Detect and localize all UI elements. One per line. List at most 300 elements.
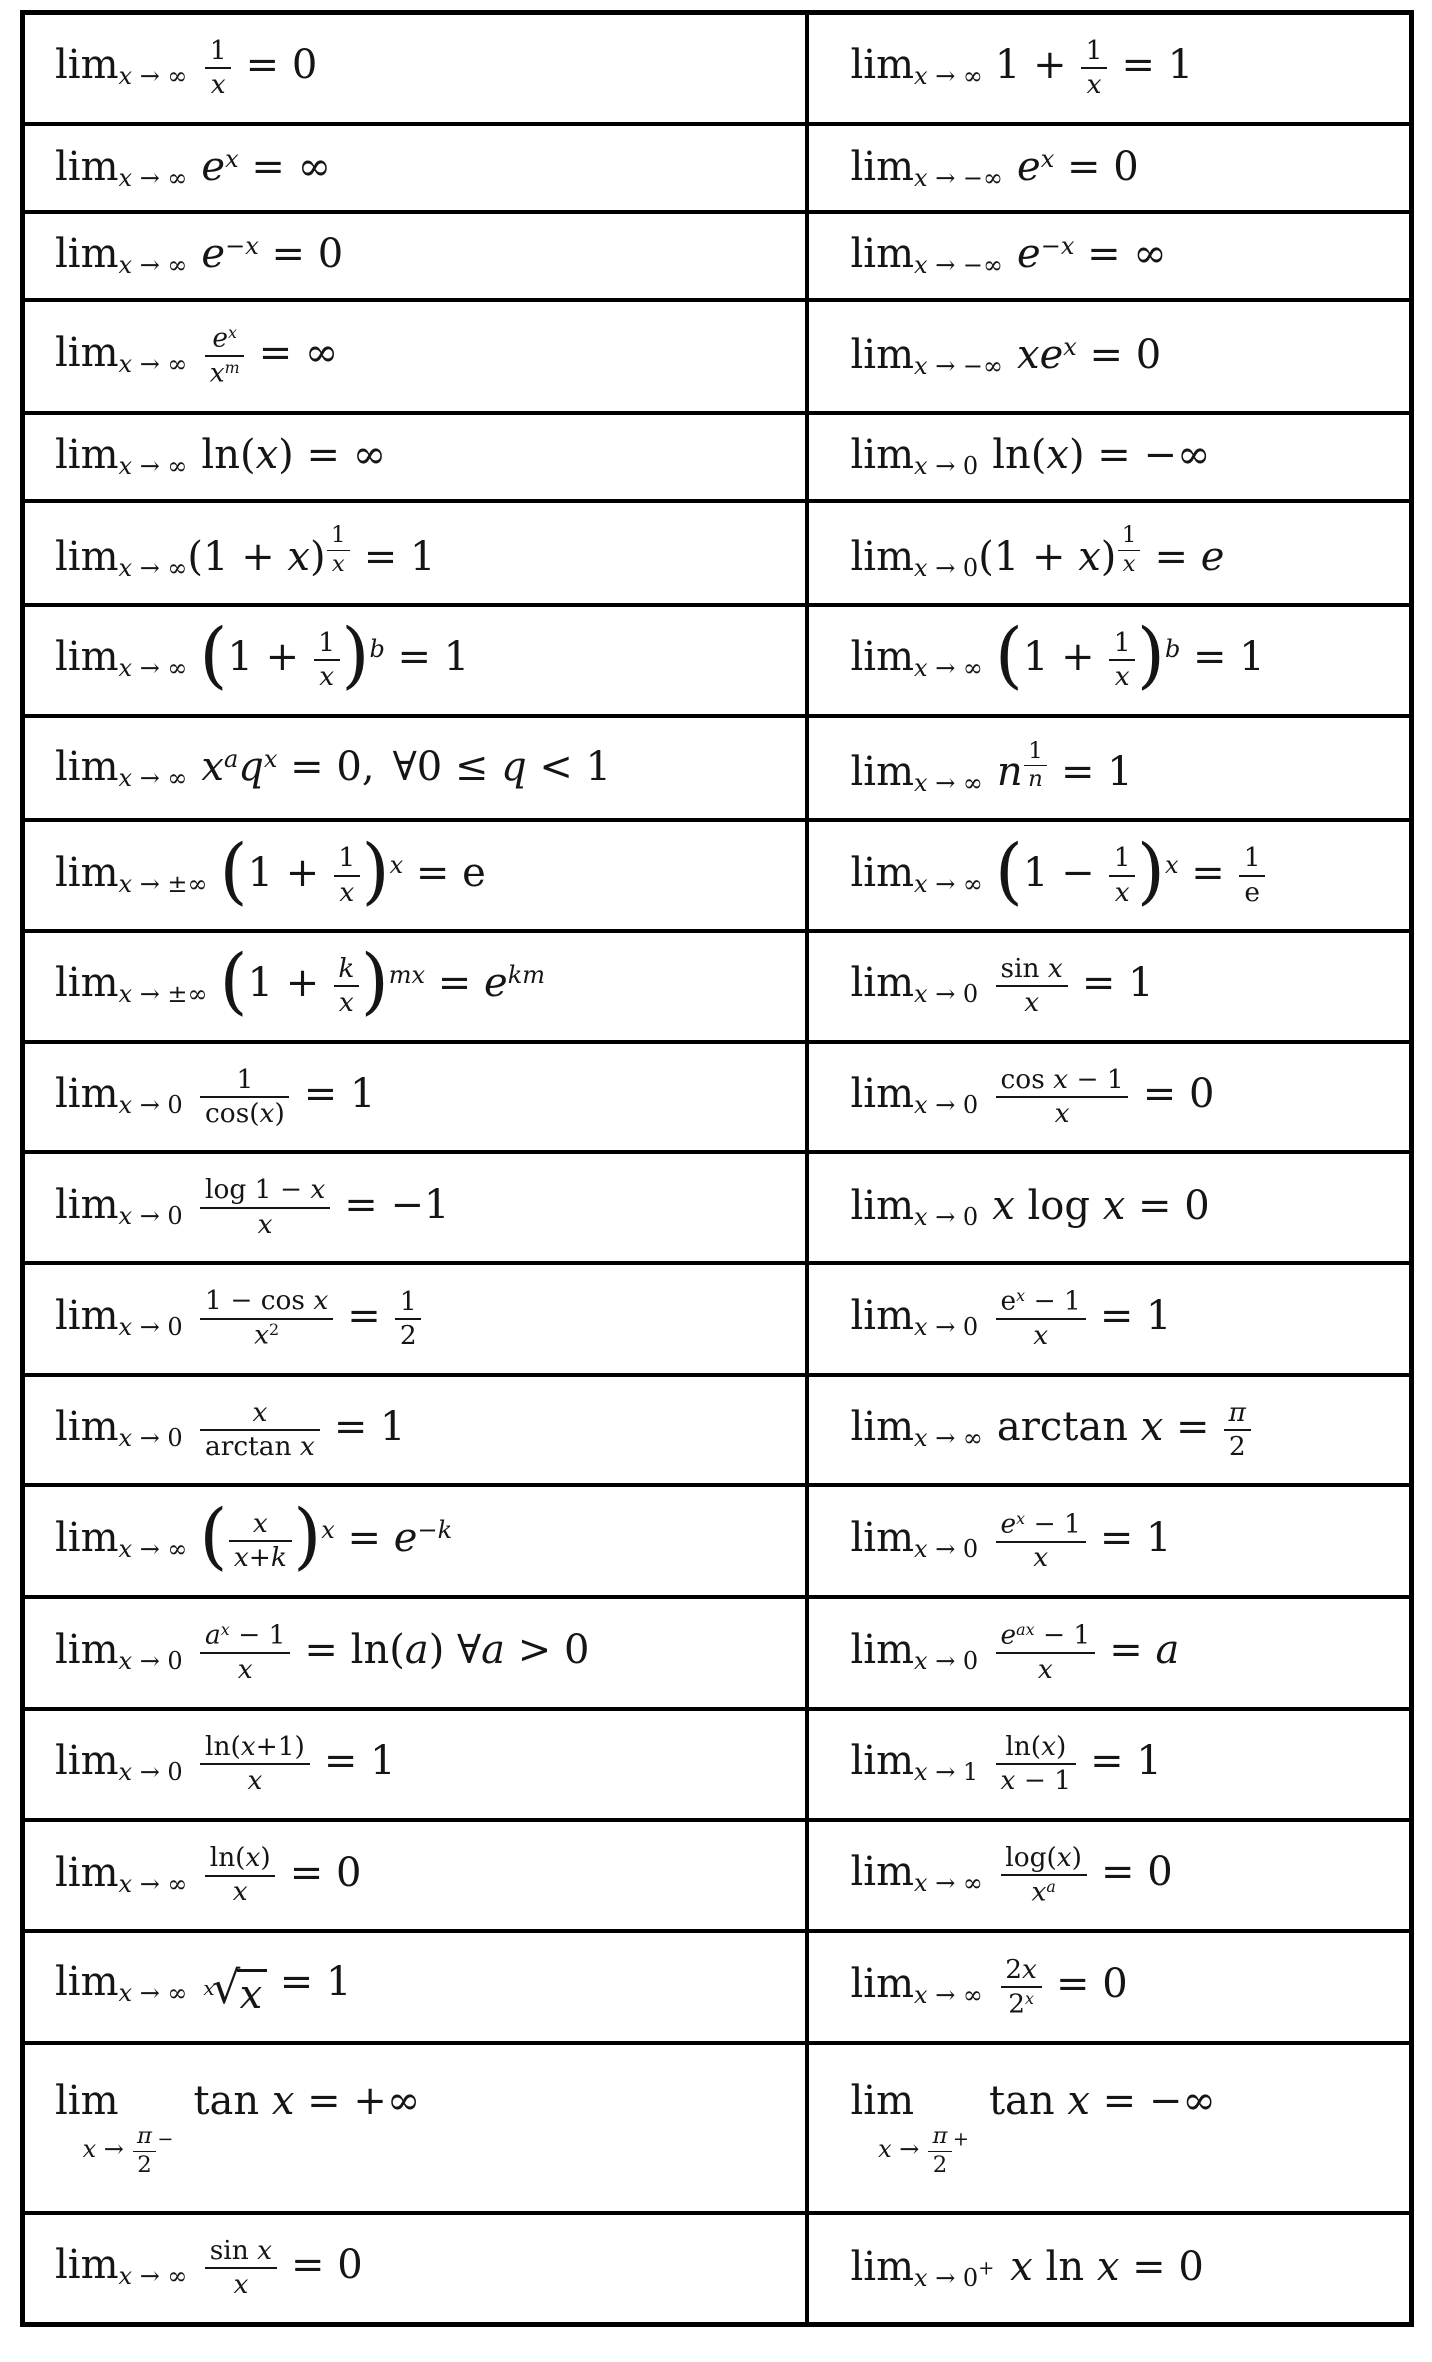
fraction-numerator xyxy=(334,844,360,876)
math-roman: → 0 xyxy=(927,553,979,582)
math-formula xyxy=(850,1730,1162,1797)
limit-cell-10-right xyxy=(807,931,1412,1042)
math-var: x xyxy=(331,551,345,578)
math-roman: → ∞ xyxy=(132,654,188,683)
limit-cell-1-left xyxy=(23,13,807,124)
table-row xyxy=(23,716,1412,821)
math-subscript xyxy=(119,251,188,279)
math-var: x xyxy=(118,62,133,91)
math-roman: + xyxy=(978,2256,995,2280)
math-var: x xyxy=(914,1758,928,1787)
math-var: π xyxy=(136,2123,152,2150)
fraction-denominator xyxy=(200,1431,319,1461)
table-row xyxy=(23,1042,1412,1153)
limit-cell-5-left xyxy=(23,413,807,501)
math-fraction xyxy=(1222,1396,1252,1462)
math-roman: (1 + xyxy=(187,533,288,580)
math-superscript xyxy=(369,635,384,663)
math-superscript xyxy=(1041,232,1075,260)
math-var: e xyxy=(1200,533,1225,580)
math-roman: = 0 xyxy=(1119,2244,1204,2291)
big-paren: ) xyxy=(1136,612,1165,697)
math-roman: − xyxy=(225,232,246,261)
limit-cell-8-right xyxy=(807,716,1412,821)
math-superscript xyxy=(1116,522,1141,578)
math-roman: = xyxy=(334,1292,394,1339)
math-var: x xyxy=(338,987,354,1019)
math-var: x xyxy=(319,661,335,693)
math-subscript xyxy=(119,1202,183,1230)
math-var: x xyxy=(287,533,310,580)
math-roman: lim xyxy=(850,143,915,190)
fraction-numerator xyxy=(996,1063,1129,1098)
math-var: x xyxy=(1056,1841,1072,1873)
math-var: x xyxy=(914,1424,928,1453)
fraction-denominator xyxy=(1118,551,1141,577)
math-var: x xyxy=(992,1183,1015,1230)
math-roman: = 0 xyxy=(278,2242,363,2289)
math-var: x xyxy=(914,1647,928,1676)
math-var: k xyxy=(338,953,355,985)
math-roman: 1 xyxy=(1243,842,1261,874)
math-roman: lim xyxy=(850,533,915,580)
math-roman: lim xyxy=(55,1071,119,1118)
table-row xyxy=(23,212,1412,300)
math-roman: arctan xyxy=(996,1404,1141,1451)
table-row xyxy=(23,605,1412,716)
math-roman: ln xyxy=(1032,2244,1097,2291)
fraction-numerator xyxy=(996,1730,1076,1765)
math-roman: log xyxy=(1014,1183,1103,1230)
table-row xyxy=(23,2213,1412,2325)
table-row xyxy=(23,1597,1412,1709)
math-var: n xyxy=(996,749,1023,795)
math-subscript xyxy=(914,980,978,1008)
fraction-numerator xyxy=(334,955,360,987)
math-formula xyxy=(851,144,1139,190)
math-var: x xyxy=(118,1091,133,1120)
math-var: x xyxy=(1060,232,1075,261)
math-var: a xyxy=(223,744,239,773)
math-roman: + xyxy=(248,1542,271,1574)
math-roman: ) xyxy=(1071,1841,1082,1873)
math-roman: ) xyxy=(1055,1730,1067,1762)
math-roman: > 0 xyxy=(505,1627,590,1674)
math-fraction xyxy=(1237,844,1266,907)
math-var: x xyxy=(233,1542,249,1574)
math-subscript xyxy=(914,870,983,898)
math-fraction xyxy=(332,955,361,1018)
math-roman: +1) xyxy=(255,1730,305,1762)
math-roman: = +∞ xyxy=(294,2078,421,2125)
math-superscript xyxy=(1016,1509,1025,1528)
math-roman: + xyxy=(952,2128,969,2152)
fraction-numerator xyxy=(1081,37,1107,69)
math-var: π xyxy=(1228,1396,1246,1428)
math-var: x xyxy=(271,2078,295,2125)
fraction-numerator xyxy=(1001,1953,1042,1988)
math-roman: → ∞ xyxy=(132,1869,188,1898)
math-var: x xyxy=(257,2235,273,2267)
page xyxy=(0,10,1432,2362)
limit-cell-6-left xyxy=(23,501,807,606)
limits-table-body xyxy=(23,13,1412,2325)
math-var: x xyxy=(201,743,224,790)
math-formula xyxy=(850,953,1154,1019)
math-roman: = xyxy=(1163,1404,1223,1451)
math-var: x xyxy=(1024,987,1040,1019)
math-roman: lim xyxy=(55,1627,119,1674)
math-roman: → xyxy=(891,2135,928,2164)
math-roman: − 1 xyxy=(1025,1285,1081,1317)
radical-sign-icon: √ xyxy=(211,1960,241,2014)
fraction-denominator xyxy=(200,1320,333,1351)
math-roman: → ∞ xyxy=(927,1869,983,1898)
math-roman: lim xyxy=(55,960,119,1007)
math-formula xyxy=(55,1174,450,1240)
math-roman: → 0 xyxy=(927,1312,979,1341)
math-roman: → 0 xyxy=(927,1091,979,1120)
math-formula xyxy=(55,522,436,582)
math-var: x xyxy=(118,452,133,481)
math-roman: → 0 xyxy=(927,1647,979,1676)
math-var: x xyxy=(914,2264,928,2293)
math-roman: → ∞ xyxy=(132,350,188,379)
math-var: x xyxy=(1114,661,1130,693)
math-roman: = 1 xyxy=(1180,634,1265,681)
math-roman: → ∞ xyxy=(132,1535,188,1564)
fraction-numerator xyxy=(1001,1841,1087,1876)
math-roman: log( xyxy=(1005,1841,1057,1873)
math-var: x xyxy=(228,323,237,343)
math-var: x xyxy=(914,869,928,898)
math-roman: lim xyxy=(850,849,915,896)
math-roman: → ±∞ xyxy=(132,869,208,898)
math-roman: = e xyxy=(403,849,486,896)
fraction-denominator xyxy=(928,2152,951,2178)
math-roman: ln( xyxy=(992,432,1047,479)
math-roman: ∀0 ≤ xyxy=(392,743,502,790)
math-fraction xyxy=(199,1396,321,1462)
fraction-denominator xyxy=(1081,69,1107,99)
math-superscript xyxy=(417,1516,452,1544)
math-roman: → 0 xyxy=(132,1312,183,1341)
math-roman: 2 xyxy=(399,1319,417,1351)
fraction-denominator xyxy=(996,1654,1095,1684)
math-var: x xyxy=(259,1097,275,1129)
math-roman: lim xyxy=(55,1849,119,1896)
math-subscript xyxy=(119,350,188,378)
big-paren: ( xyxy=(199,612,228,697)
math-var: a xyxy=(404,1627,429,1674)
math-roman: lim xyxy=(850,1292,915,1339)
math-fraction xyxy=(1107,844,1136,907)
math-var: e xyxy=(212,322,229,354)
math-superscript xyxy=(225,144,239,172)
fraction-denominator xyxy=(1239,877,1265,907)
math-roman: lim xyxy=(55,330,119,377)
math-roman: → ∞ xyxy=(927,769,983,797)
math-roman: = ∞ xyxy=(1074,231,1167,278)
math-roman: = 0 xyxy=(1130,1071,1215,1118)
math-var: e xyxy=(1039,331,1064,378)
fraction-denominator xyxy=(996,1543,1086,1573)
math-var: π xyxy=(932,2123,948,2150)
math-roman: → 0 xyxy=(132,1758,183,1787)
math-subscript xyxy=(914,164,1003,192)
math-superscript xyxy=(390,851,404,879)
math-roman: − 1 xyxy=(1015,1765,1072,1797)
math-fraction xyxy=(394,1285,423,1351)
math-roman: 1 + xyxy=(227,634,312,681)
math-subscript xyxy=(914,352,1003,380)
math-roman: lim xyxy=(850,749,915,795)
limit-cell-12-left xyxy=(23,1152,807,1263)
big-paren: ( xyxy=(219,938,248,1023)
math-roman: 1 xyxy=(399,1285,417,1317)
math-roman: lim xyxy=(850,1404,915,1451)
fraction-numerator xyxy=(1024,739,1047,766)
math-var: x xyxy=(1054,1097,1070,1129)
math-var: x xyxy=(1033,1320,1049,1352)
math-subscript xyxy=(119,1979,188,2007)
fraction-numerator xyxy=(205,324,244,357)
fraction-denominator xyxy=(314,661,340,691)
math-formula xyxy=(850,1953,1128,2020)
limit-cell-14-left xyxy=(23,1375,807,1486)
limits-table xyxy=(20,10,1414,2327)
math-roman: lim xyxy=(55,432,119,479)
math-roman: → xyxy=(96,2135,132,2164)
math-roman: → ∞ xyxy=(132,452,188,481)
math-var: x xyxy=(245,1842,261,1874)
math-roman: → ∞ xyxy=(132,1978,188,2007)
math-roman: → 0 xyxy=(132,1647,183,1676)
math-var: x xyxy=(1025,1988,1034,2008)
math-fraction xyxy=(999,1953,1043,2020)
fraction-denominator xyxy=(1001,1876,1087,1907)
fraction-denominator xyxy=(996,1765,1076,1795)
math-roman: = 1 xyxy=(1077,1738,1162,1785)
math-formula xyxy=(55,2078,421,2179)
big-paren: ) xyxy=(361,828,390,913)
math-roman: = 1 xyxy=(1108,42,1194,89)
math-roman: → ∞ xyxy=(132,251,188,280)
math-var: x xyxy=(245,232,259,261)
math-roman: → ∞ xyxy=(927,62,983,91)
fraction-denominator xyxy=(133,2152,156,2178)
limit-cell-5-right xyxy=(807,413,1412,501)
math-formula xyxy=(55,1285,423,1352)
math-superscript xyxy=(269,1320,279,1339)
math-roman: ln( xyxy=(205,1730,241,1762)
limit-cell-16-left xyxy=(23,1597,807,1709)
math-superscript xyxy=(1025,1989,1034,2008)
fraction-numerator xyxy=(1118,523,1141,550)
math-formula xyxy=(850,35,1194,101)
math-subscript xyxy=(914,62,983,90)
limit-with-under-subscript xyxy=(850,2078,969,2179)
math-roman: = 1 xyxy=(311,1738,396,1785)
math-superscript xyxy=(321,1516,335,1544)
table-row xyxy=(23,1152,1412,1263)
limit-cell-21-left xyxy=(23,2213,807,2325)
math-var: x xyxy=(1037,1654,1053,1686)
fraction-numerator xyxy=(327,523,350,550)
math-roman: = 1 xyxy=(351,533,436,580)
math-roman: 1 + xyxy=(1023,634,1108,681)
math-roman: − xyxy=(157,2128,174,2152)
limit-cell-12-right xyxy=(807,1152,1412,1263)
fraction-numerator xyxy=(200,1063,289,1098)
math-formula xyxy=(851,332,1162,378)
math-roman: = 1 xyxy=(1069,960,1154,1007)
math-fraction xyxy=(994,955,1069,1018)
math-superscript xyxy=(157,2128,173,2151)
math-roman: → 0 xyxy=(132,1091,183,1120)
fraction-numerator xyxy=(395,1285,421,1320)
math-roman: − 1 xyxy=(1025,1508,1081,1540)
math-superscript xyxy=(228,323,237,342)
math-var: x xyxy=(232,1876,248,1908)
math-roman: ln( xyxy=(1005,1730,1042,1762)
math-var: x xyxy=(1031,1876,1047,1908)
math-roman: = 1 xyxy=(1087,1292,1172,1339)
limit-cell-14-right xyxy=(807,1375,1412,1486)
math-roman: lim xyxy=(850,2078,915,2125)
math-roman: lim xyxy=(55,231,119,278)
limit-cell-1-right xyxy=(807,13,1412,124)
math-subscript xyxy=(119,164,188,192)
math-var: n xyxy=(1028,766,1043,793)
limit-cell-11-left xyxy=(23,1042,807,1153)
math-var: x xyxy=(118,251,133,280)
math-var: e xyxy=(1000,1508,1017,1540)
math-fraction xyxy=(1107,629,1136,692)
math-subscript xyxy=(119,1424,183,1452)
math-roman: − 1 xyxy=(229,1620,286,1652)
math-roman: sin xyxy=(209,2235,258,2267)
math-formula xyxy=(55,1063,376,1129)
math-var: e xyxy=(484,960,508,1007)
math-superscript xyxy=(1016,1286,1025,1305)
limit-cell-19-left xyxy=(23,1931,807,2043)
math-roman: lim xyxy=(55,2242,119,2289)
math-roman: ) xyxy=(309,533,326,580)
math-var: e xyxy=(201,231,226,278)
math-roman: lim xyxy=(850,1849,915,1896)
math-roman: 1 xyxy=(1113,627,1131,659)
math-subscript xyxy=(914,769,983,797)
math-subscript xyxy=(914,1758,978,1786)
fraction-numerator xyxy=(205,37,231,69)
fraction-numerator xyxy=(314,629,340,661)
math-fraction xyxy=(199,1621,292,1684)
fraction-numerator xyxy=(205,1844,275,1876)
math-fraction xyxy=(999,1841,1088,1908)
math-var: x xyxy=(1016,1508,1026,1528)
limit-cell-18-left xyxy=(23,1820,807,1932)
math-var: x xyxy=(914,553,928,582)
math-formula xyxy=(850,2078,1216,2179)
math-subscript xyxy=(914,1313,978,1341)
math-var: x xyxy=(1067,2078,1090,2125)
root-radicand xyxy=(237,1969,267,2016)
math-subscript xyxy=(119,1870,188,1898)
math-subscript xyxy=(914,1535,978,1563)
math-roman: = 1 xyxy=(384,634,470,681)
math-roman: lim xyxy=(55,533,119,580)
math-subscript xyxy=(914,554,978,582)
math-var: x xyxy=(310,1174,326,1206)
math-var: x xyxy=(118,1758,133,1787)
math-roman: = −1 xyxy=(331,1181,450,1228)
math-var: x xyxy=(118,2262,133,2291)
math-formula xyxy=(850,1396,1253,1462)
math-roman: → 0 xyxy=(132,1424,183,1453)
math-var: ax xyxy=(1016,1620,1035,1640)
math-roman: 1 − cos xyxy=(205,1285,314,1317)
math-root xyxy=(203,1960,267,2018)
math-var: e xyxy=(1000,1620,1017,1652)
math-subscript xyxy=(119,1647,183,1675)
math-var: x xyxy=(1114,876,1130,908)
math-fraction xyxy=(203,2237,278,2300)
table-row xyxy=(23,1709,1412,1820)
math-roman: = 1 xyxy=(321,1404,406,1451)
math-roman: → −∞ xyxy=(927,251,1004,280)
math-roman: → 1 xyxy=(927,1758,979,1787)
math-roman: = ln( xyxy=(291,1627,405,1674)
math-formula xyxy=(55,938,546,1023)
table-row xyxy=(23,931,1412,1042)
math-roman: = ∞ xyxy=(245,330,339,377)
fraction-numerator xyxy=(200,1287,333,1319)
math-var: k xyxy=(437,1516,453,1545)
fraction-numerator xyxy=(200,1730,309,1765)
math-superscript xyxy=(1023,737,1049,793)
math-subscript xyxy=(119,1758,183,1786)
math-roman: → ∞ xyxy=(927,1424,983,1453)
math-roman: = 1 xyxy=(291,1071,376,1118)
math-formula xyxy=(55,231,344,280)
math-roman: ) = −∞ xyxy=(1068,432,1211,479)
fraction-numerator xyxy=(133,2124,156,2151)
math-var: x xyxy=(1046,432,1069,479)
math-roman: = 0 xyxy=(1125,1183,1210,1230)
math-subscript xyxy=(119,870,208,898)
math-subscript xyxy=(119,1313,183,1341)
math-superscript xyxy=(1165,635,1180,663)
math-var: x xyxy=(225,144,239,173)
math-fraction xyxy=(994,1510,1087,1573)
math-subscript xyxy=(914,1203,978,1231)
math-roman: → ∞ xyxy=(927,654,983,683)
fraction-denominator xyxy=(327,551,350,577)
math-subscript xyxy=(119,452,188,480)
math-roman: 1 xyxy=(1121,522,1137,549)
math-formula xyxy=(55,1620,590,1686)
math-roman: = 1 xyxy=(1048,749,1133,795)
math-roman: = 0 xyxy=(258,231,344,278)
math-var: x xyxy=(1047,953,1063,985)
math-superscript xyxy=(1046,1877,1055,1896)
math-var: x xyxy=(1033,1542,1049,1574)
limit-cell-17-left xyxy=(23,1709,807,1820)
math-var: x xyxy=(1122,551,1136,578)
fraction-numerator xyxy=(1109,844,1135,876)
limit-cell-6-right xyxy=(807,501,1412,606)
